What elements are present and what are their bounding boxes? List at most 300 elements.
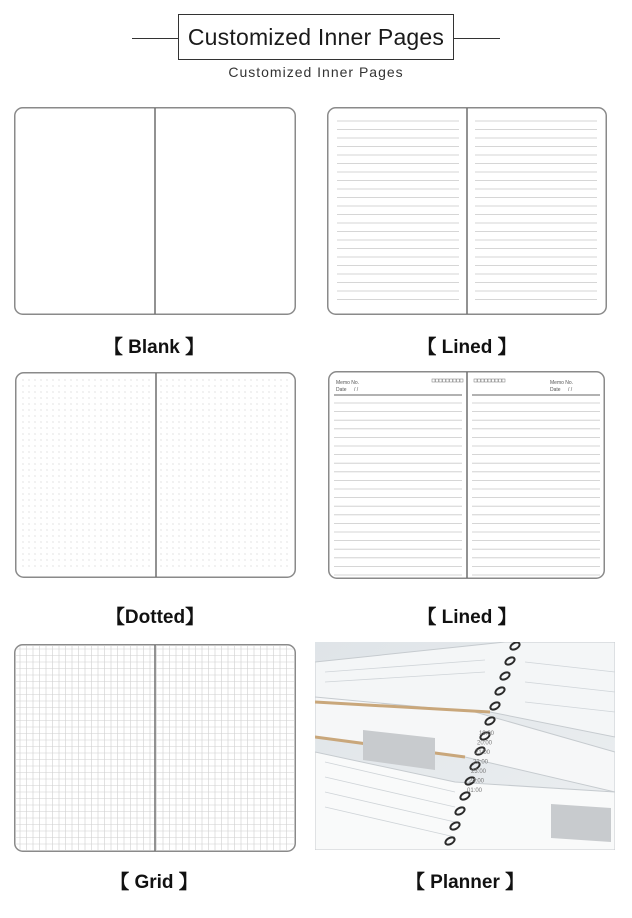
memo-label-right: Memo No. xyxy=(550,380,574,386)
dot xyxy=(286,409,287,410)
dot xyxy=(100,397,101,398)
dot xyxy=(94,415,95,416)
dot xyxy=(178,511,179,512)
dot xyxy=(238,439,239,440)
dot xyxy=(148,535,149,536)
dot xyxy=(226,439,227,440)
dot xyxy=(196,427,197,428)
dot xyxy=(22,391,23,392)
dot xyxy=(250,391,251,392)
dot xyxy=(196,415,197,416)
dot xyxy=(22,523,23,524)
dot xyxy=(46,535,47,536)
dot xyxy=(52,481,53,482)
dot xyxy=(220,415,221,416)
dot xyxy=(190,493,191,494)
dot xyxy=(136,439,137,440)
dot xyxy=(232,403,233,404)
dot xyxy=(286,463,287,464)
dot xyxy=(202,427,203,428)
dot xyxy=(94,379,95,380)
dot xyxy=(130,391,131,392)
dot xyxy=(280,457,281,458)
dot xyxy=(112,475,113,476)
dot xyxy=(106,481,107,482)
dot xyxy=(208,511,209,512)
dot xyxy=(202,457,203,458)
dot xyxy=(22,553,23,554)
dot xyxy=(274,547,275,548)
dot xyxy=(112,409,113,410)
dot xyxy=(172,469,173,470)
dot xyxy=(88,565,89,566)
dot xyxy=(250,409,251,410)
dot xyxy=(202,385,203,386)
dot xyxy=(34,511,35,512)
dot xyxy=(262,565,263,566)
dot xyxy=(238,391,239,392)
dot xyxy=(280,475,281,476)
dot xyxy=(268,445,269,446)
dot xyxy=(274,517,275,518)
dot xyxy=(148,541,149,542)
dot xyxy=(88,421,89,422)
dot xyxy=(238,451,239,452)
dot xyxy=(256,535,257,536)
dot xyxy=(46,487,47,488)
grid-page-sample xyxy=(14,644,296,852)
dot xyxy=(196,469,197,470)
dot xyxy=(94,517,95,518)
dot xyxy=(112,445,113,446)
dot xyxy=(280,487,281,488)
dot xyxy=(190,427,191,428)
dot xyxy=(202,517,203,518)
dot xyxy=(76,439,77,440)
dot xyxy=(208,481,209,482)
dot xyxy=(274,391,275,392)
dot xyxy=(94,565,95,566)
dot xyxy=(280,505,281,506)
dot xyxy=(58,403,59,404)
dot xyxy=(34,469,35,470)
dot xyxy=(238,487,239,488)
dot xyxy=(148,517,149,518)
dot xyxy=(160,463,161,464)
dot xyxy=(22,541,23,542)
dot xyxy=(70,433,71,434)
dot xyxy=(82,523,83,524)
dot xyxy=(148,511,149,512)
dot xyxy=(142,451,143,452)
dot xyxy=(244,409,245,410)
dot xyxy=(34,493,35,494)
dot xyxy=(106,523,107,524)
dot xyxy=(46,499,47,500)
dot xyxy=(268,535,269,536)
dot xyxy=(238,463,239,464)
dot xyxy=(238,385,239,386)
dot xyxy=(130,535,131,536)
dot xyxy=(94,541,95,542)
dot xyxy=(88,445,89,446)
dot xyxy=(136,469,137,470)
dot xyxy=(268,505,269,506)
dot xyxy=(232,565,233,566)
dot xyxy=(268,385,269,386)
dot xyxy=(184,547,185,548)
dot xyxy=(196,457,197,458)
dot xyxy=(286,493,287,494)
dot xyxy=(100,421,101,422)
dot xyxy=(190,433,191,434)
dot xyxy=(118,475,119,476)
dot xyxy=(262,379,263,380)
dot xyxy=(88,541,89,542)
dot xyxy=(118,541,119,542)
dot xyxy=(220,523,221,524)
dot xyxy=(124,463,125,464)
dot xyxy=(238,445,239,446)
dot xyxy=(76,505,77,506)
dot xyxy=(40,463,41,464)
dot xyxy=(274,451,275,452)
dot xyxy=(88,427,89,428)
dot xyxy=(202,541,203,542)
dot xyxy=(268,457,269,458)
dot xyxy=(274,427,275,428)
dot xyxy=(184,493,185,494)
dot xyxy=(142,481,143,482)
dot xyxy=(52,517,53,518)
dot xyxy=(40,469,41,470)
dot xyxy=(142,463,143,464)
dot xyxy=(208,445,209,446)
dot xyxy=(172,457,173,458)
dot xyxy=(58,565,59,566)
dot xyxy=(46,403,47,404)
dot xyxy=(268,493,269,494)
caption-planner: 【 Planner 】 xyxy=(405,872,525,893)
dot xyxy=(82,487,83,488)
dot xyxy=(34,553,35,554)
dot xyxy=(34,463,35,464)
dot xyxy=(46,547,47,548)
dot xyxy=(262,505,263,506)
dot xyxy=(262,403,263,404)
dot xyxy=(226,451,227,452)
dot xyxy=(250,457,251,458)
dot xyxy=(190,379,191,380)
dot xyxy=(226,499,227,500)
dot xyxy=(262,445,263,446)
dot xyxy=(256,559,257,560)
dot xyxy=(280,529,281,530)
dot xyxy=(64,529,65,530)
dot xyxy=(184,379,185,380)
dot xyxy=(196,499,197,500)
dot xyxy=(40,487,41,488)
dot xyxy=(76,451,77,452)
dot xyxy=(286,559,287,560)
dot xyxy=(142,379,143,380)
dot xyxy=(130,427,131,428)
dot xyxy=(160,517,161,518)
dot xyxy=(142,475,143,476)
date-label-left: Date xyxy=(336,387,347,393)
dot xyxy=(166,523,167,524)
dot xyxy=(172,409,173,410)
planner-time-label: 01:00 xyxy=(467,788,483,794)
dot xyxy=(88,517,89,518)
dot xyxy=(64,481,65,482)
dot xyxy=(286,481,287,482)
dot xyxy=(142,427,143,428)
dot xyxy=(58,391,59,392)
dot xyxy=(118,391,119,392)
dot xyxy=(256,523,257,524)
dot xyxy=(232,505,233,506)
dot xyxy=(136,409,137,410)
dot xyxy=(70,487,71,488)
dot xyxy=(118,565,119,566)
dot xyxy=(274,379,275,380)
lined-page-sample xyxy=(327,107,607,315)
dot xyxy=(82,415,83,416)
dot xyxy=(34,547,35,548)
dot xyxy=(64,439,65,440)
dot xyxy=(28,487,29,488)
dot xyxy=(268,391,269,392)
dot xyxy=(286,433,287,434)
dot xyxy=(88,457,89,458)
dot xyxy=(220,481,221,482)
dot xyxy=(94,457,95,458)
dot xyxy=(280,523,281,524)
dot xyxy=(208,385,209,386)
dot xyxy=(208,559,209,560)
dot xyxy=(82,385,83,386)
dot xyxy=(214,439,215,440)
header-left-rule xyxy=(132,38,178,39)
dot xyxy=(250,463,251,464)
dot xyxy=(172,535,173,536)
dot xyxy=(70,469,71,470)
dot xyxy=(238,475,239,476)
dot xyxy=(64,385,65,386)
dot xyxy=(274,499,275,500)
dot xyxy=(244,481,245,482)
dot xyxy=(118,451,119,452)
dot xyxy=(34,391,35,392)
dot xyxy=(64,397,65,398)
dot xyxy=(22,457,23,458)
dot xyxy=(28,529,29,530)
dot xyxy=(274,565,275,566)
dot xyxy=(214,481,215,482)
dot xyxy=(46,439,47,440)
dot xyxy=(262,469,263,470)
dot xyxy=(178,529,179,530)
caption-dotted: 【Dotted】 xyxy=(105,607,205,628)
dot xyxy=(280,541,281,542)
dot xyxy=(52,433,53,434)
dot xyxy=(160,403,161,404)
dot xyxy=(70,517,71,518)
dot xyxy=(112,541,113,542)
dot xyxy=(280,421,281,422)
dot xyxy=(214,511,215,512)
dot xyxy=(118,469,119,470)
dot xyxy=(112,523,113,524)
dot xyxy=(46,409,47,410)
dot xyxy=(250,565,251,566)
dot xyxy=(190,397,191,398)
dot xyxy=(280,379,281,380)
dot xyxy=(130,511,131,512)
dotted-notebook-illustration xyxy=(15,372,296,578)
dot xyxy=(274,421,275,422)
dot xyxy=(262,391,263,392)
dot xyxy=(76,433,77,434)
dot xyxy=(184,403,185,404)
dot xyxy=(220,529,221,530)
dot xyxy=(214,535,215,536)
planner-photo-sample xyxy=(315,642,615,850)
dot xyxy=(190,475,191,476)
dot xyxy=(190,457,191,458)
dot xyxy=(190,403,191,404)
dot xyxy=(22,415,23,416)
dot xyxy=(256,457,257,458)
dot xyxy=(28,439,29,440)
dot xyxy=(142,385,143,386)
dot xyxy=(34,475,35,476)
dot xyxy=(112,547,113,548)
dot xyxy=(82,535,83,536)
dot xyxy=(232,457,233,458)
dot xyxy=(202,493,203,494)
dot xyxy=(106,427,107,428)
dot xyxy=(64,409,65,410)
dot xyxy=(106,451,107,452)
dot xyxy=(268,409,269,410)
dot xyxy=(244,397,245,398)
dot xyxy=(244,493,245,494)
dot xyxy=(130,439,131,440)
dot xyxy=(28,385,29,386)
dot xyxy=(202,469,203,470)
dot xyxy=(130,553,131,554)
dot xyxy=(220,535,221,536)
dot xyxy=(208,523,209,524)
dot xyxy=(88,529,89,530)
dot xyxy=(256,553,257,554)
dot xyxy=(172,499,173,500)
dot xyxy=(148,487,149,488)
dot xyxy=(58,475,59,476)
dot xyxy=(196,397,197,398)
dot xyxy=(118,379,119,380)
dot xyxy=(130,505,131,506)
dot xyxy=(76,409,77,410)
dot xyxy=(232,463,233,464)
dot xyxy=(52,529,53,530)
dot xyxy=(130,475,131,476)
dot xyxy=(160,511,161,512)
dot xyxy=(232,469,233,470)
dot xyxy=(94,439,95,440)
dot xyxy=(148,409,149,410)
dot xyxy=(286,475,287,476)
dot xyxy=(280,427,281,428)
dot xyxy=(256,415,257,416)
dot xyxy=(262,541,263,542)
dot xyxy=(226,433,227,434)
page-title: Customized Inner Pages xyxy=(187,23,445,50)
dot xyxy=(232,379,233,380)
dot xyxy=(166,379,167,380)
dot xyxy=(124,535,125,536)
dot xyxy=(286,529,287,530)
dot xyxy=(22,445,23,446)
dot xyxy=(208,547,209,548)
dot xyxy=(190,487,191,488)
dot xyxy=(94,451,95,452)
dot xyxy=(238,427,239,428)
dot xyxy=(28,397,29,398)
dot xyxy=(112,553,113,554)
dot xyxy=(100,439,101,440)
dot xyxy=(280,547,281,548)
dot xyxy=(58,409,59,410)
dot xyxy=(250,505,251,506)
dot xyxy=(124,403,125,404)
dot xyxy=(124,427,125,428)
dot xyxy=(76,487,77,488)
dot xyxy=(244,469,245,470)
dot xyxy=(250,379,251,380)
dot xyxy=(178,427,179,428)
dot xyxy=(172,397,173,398)
dot xyxy=(112,427,113,428)
dot xyxy=(184,409,185,410)
dot xyxy=(232,547,233,548)
dot xyxy=(190,565,191,566)
dot xyxy=(22,511,23,512)
dot xyxy=(274,553,275,554)
dot xyxy=(268,517,269,518)
dot xyxy=(214,547,215,548)
dot xyxy=(226,481,227,482)
dot xyxy=(94,547,95,548)
dot xyxy=(130,445,131,446)
dot xyxy=(232,535,233,536)
dot xyxy=(160,493,161,494)
dot xyxy=(124,445,125,446)
dot xyxy=(220,475,221,476)
dot xyxy=(172,517,173,518)
dot xyxy=(94,535,95,536)
dot xyxy=(196,433,197,434)
dot xyxy=(262,475,263,476)
dot xyxy=(280,439,281,440)
dot xyxy=(202,487,203,488)
dot xyxy=(178,415,179,416)
dot xyxy=(28,445,29,446)
dot xyxy=(262,481,263,482)
dot xyxy=(178,499,179,500)
